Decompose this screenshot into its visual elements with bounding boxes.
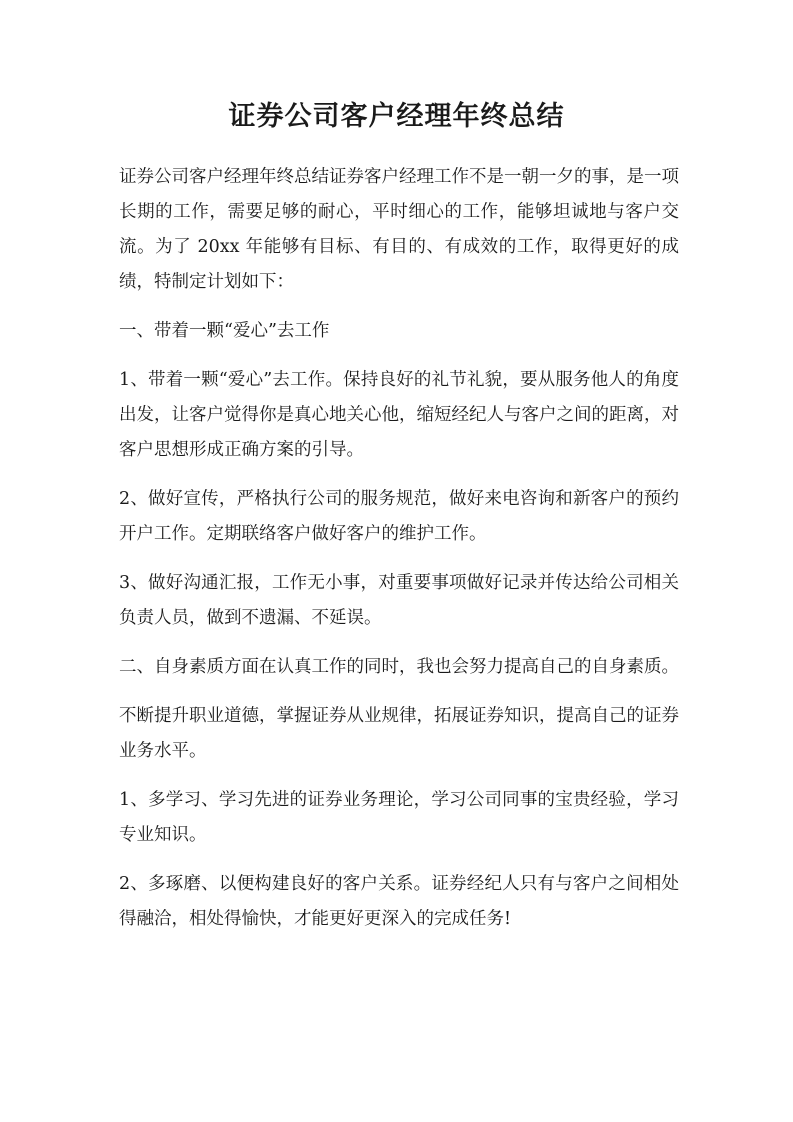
paragraph-quality: 不断提升职业道德，掌握证券从业规律，拓展证券知识，提高自己的证券业务水平。	[119, 706, 679, 761]
section-heading-2: 二、自身素质方面在认真工作的同时，我也会努力提高自己的自身素质。	[119, 657, 679, 677]
paragraph-item-1: 1、带着一颗“爱心”去工作。保持良好的礼节礼貌，要从服务他人的角度出发，让客户觉得你是真心地关心他，缩短经纪人与客户之间的距离，对客户思想形成正确方案的引导。	[119, 370, 679, 460]
section-heading-1: 一、带着一颗“爱心”去工作	[119, 321, 330, 341]
paragraph-item-3: 3、做好沟通汇报，工作无小事，对重要事项做好记录并传达给公司相关负责人员，做到不遗漏、不延误。	[119, 573, 679, 628]
paragraph-relations: 2、多琢磨、以便构建良好的客户关系。证券经纪人只有与客户之间相处得融洽，相处得愉快，才能更好更深入的完成任务!	[119, 874, 679, 929]
document-body	[119, 160, 679, 951]
paragraph-item-2: 2、做好宣传，严格执行公司的服务规范，做好来电咨询和新客户的预约开户工作。定期联络客户做好客户的维护工作。	[119, 489, 679, 544]
paragraph-study: 1、多学习、学习先进的证券业务理论，学习公司同事的宝贵经验，学习专业知识。	[119, 790, 679, 845]
paragraph-intro: 证券公司客户经理年终总结证券客户经理工作不是一朝一夕的事，是一项长期的工作，需要足够的耐心，平时细心的工作，能够坦诚地与客户交流。为了 20xx 年能够有目标、有目的、有成效的工作，取得更好的成绩，特制定计划如下：	[119, 167, 679, 292]
document-title: 证券公司客户经理年终总结	[228, 101, 565, 132]
